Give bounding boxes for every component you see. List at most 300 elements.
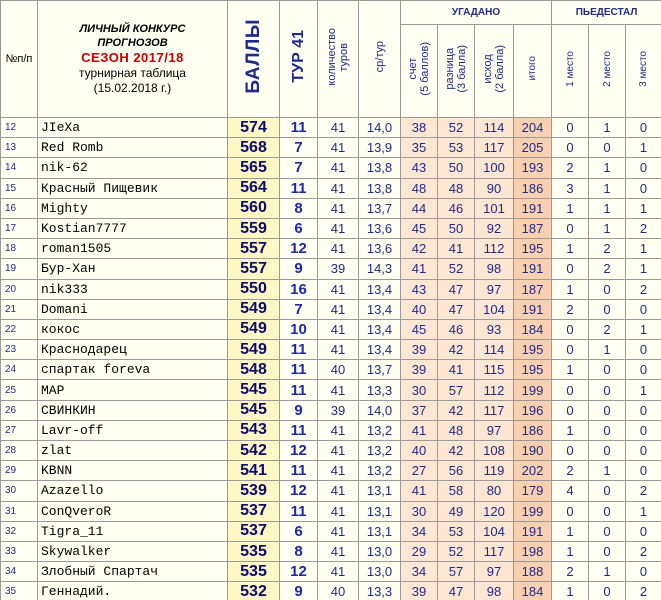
tours-count: 41 bbox=[318, 541, 359, 561]
guessed-outcome: 97 bbox=[475, 562, 514, 582]
tour-score: 9 bbox=[280, 582, 318, 600]
player-name: Злобный Спартач bbox=[38, 562, 228, 582]
place-1-count: 4 bbox=[552, 481, 589, 501]
score-value: 548 bbox=[228, 360, 280, 380]
guessed-outcome: 108 bbox=[475, 441, 514, 461]
guessed-outcome: 112 bbox=[475, 380, 514, 400]
guessed-outcome: 117 bbox=[475, 138, 514, 158]
row-number: 29 bbox=[1, 461, 38, 481]
place-3-count: 0 bbox=[626, 178, 661, 198]
table-row bbox=[1, 218, 661, 238]
guessed-diff: 50 bbox=[438, 158, 475, 178]
guessed-outcome: 114 bbox=[475, 340, 514, 360]
guessed-exact: 41 bbox=[401, 259, 438, 279]
player-name: кокос bbox=[38, 319, 228, 339]
tours-count: 41 bbox=[318, 239, 359, 259]
place-3-count: 2 bbox=[626, 582, 661, 600]
guessed-total: 186 bbox=[514, 178, 552, 198]
avg-per-tour: 13,6 bbox=[359, 218, 401, 238]
place-1-count: 1 bbox=[552, 582, 589, 600]
player-name: Mighty bbox=[38, 198, 228, 218]
place-1-count: 1 bbox=[552, 198, 589, 218]
player-name: nik-62 bbox=[38, 158, 228, 178]
row-number: 26 bbox=[1, 400, 38, 420]
avg-per-tour: 14,0 bbox=[359, 118, 401, 138]
guessed-outcome: 101 bbox=[475, 198, 514, 218]
tour-score: 11 bbox=[280, 360, 318, 380]
guessed-outcome: 112 bbox=[475, 239, 514, 259]
score-value: 557 bbox=[228, 259, 280, 279]
guessed-total: 187 bbox=[514, 218, 552, 238]
guessed-total: 205 bbox=[514, 138, 552, 158]
place-1-count: 0 bbox=[552, 259, 589, 279]
player-name: спартак foreva bbox=[38, 360, 228, 380]
guessed-diff: 42 bbox=[438, 441, 475, 461]
guessed-diff: 41 bbox=[438, 239, 475, 259]
score-value: 559 bbox=[228, 218, 280, 238]
place-2-count: 1 bbox=[589, 562, 626, 582]
guessed-exact: 38 bbox=[401, 118, 438, 138]
table-row bbox=[1, 461, 661, 481]
score-value: 568 bbox=[228, 138, 280, 158]
player-name: Skywalker bbox=[38, 541, 228, 561]
score-value: 545 bbox=[228, 400, 280, 420]
place-3-count: 2 bbox=[626, 279, 661, 299]
place-1-count: 0 bbox=[552, 380, 589, 400]
guessed-exact: 35 bbox=[401, 138, 438, 158]
place-2-count: 0 bbox=[589, 400, 626, 420]
avg-per-tour: 13,4 bbox=[359, 299, 401, 319]
guessed-diff: 42 bbox=[438, 400, 475, 420]
tours-count: 40 bbox=[318, 360, 359, 380]
place-2-count: 1 bbox=[589, 118, 626, 138]
score-value: 537 bbox=[228, 521, 280, 541]
avg-per-tour: 13,2 bbox=[359, 420, 401, 440]
place-1-count: 1 bbox=[552, 279, 589, 299]
guessed-total: 187 bbox=[514, 279, 552, 299]
row-number: 21 bbox=[1, 299, 38, 319]
row-number: 20 bbox=[1, 279, 38, 299]
avg-per-tour: 14,0 bbox=[359, 400, 401, 420]
guessed-total: 191 bbox=[514, 299, 552, 319]
tour-score: 11 bbox=[280, 118, 318, 138]
guessed-diff: 53 bbox=[438, 138, 475, 158]
guessed-total: 195 bbox=[514, 360, 552, 380]
row-number: 19 bbox=[1, 259, 38, 279]
avg-per-tour: 13,8 bbox=[359, 158, 401, 178]
podium-group-header: ПЬЕДЕСТАЛ bbox=[552, 1, 661, 25]
place-2-count: 1 bbox=[589, 340, 626, 360]
guessed-outcome: 119 bbox=[475, 461, 514, 481]
guessed-diff: 46 bbox=[438, 319, 475, 339]
tour-score: 8 bbox=[280, 541, 318, 561]
subtitle-line-2: (15.02.2018 г.) bbox=[93, 81, 172, 95]
table-row bbox=[1, 582, 661, 600]
table-row bbox=[1, 441, 661, 461]
table-row bbox=[1, 481, 661, 501]
subtitle-line-1: турнирная таблица bbox=[79, 66, 186, 80]
table-row bbox=[1, 541, 661, 561]
season-label: СЕЗОН 2017/18 bbox=[81, 50, 184, 65]
guessed-outcome: 120 bbox=[475, 501, 514, 521]
tour-score: 11 bbox=[280, 178, 318, 198]
guessed-exact: 40 bbox=[401, 299, 438, 319]
guessed-exact: 44 bbox=[401, 198, 438, 218]
row-number: 16 bbox=[1, 198, 38, 218]
place-1-count: 1 bbox=[552, 420, 589, 440]
place-2-count: 0 bbox=[589, 541, 626, 561]
guessed-exact: 45 bbox=[401, 218, 438, 238]
guessed-diff: 42 bbox=[438, 340, 475, 360]
guessed-total: 191 bbox=[514, 198, 552, 218]
guessed-total: 193 bbox=[514, 158, 552, 178]
guessed-exact: 41 bbox=[401, 420, 438, 440]
row-number: 32 bbox=[1, 521, 38, 541]
table-row bbox=[1, 158, 661, 178]
player-name: Lavr-off bbox=[38, 420, 228, 440]
place-3-count: 0 bbox=[626, 461, 661, 481]
avg-per-tour: 13,0 bbox=[359, 541, 401, 561]
place-3-count: 0 bbox=[626, 420, 661, 440]
guessed-exact: 34 bbox=[401, 562, 438, 582]
guessed-diff: 50 bbox=[438, 218, 475, 238]
avg-per-tour: 13,2 bbox=[359, 441, 401, 461]
tours-count: 41 bbox=[318, 198, 359, 218]
place-3-count: 1 bbox=[626, 239, 661, 259]
place-1-header: 1 место bbox=[552, 25, 589, 118]
tour-score: 12 bbox=[280, 441, 318, 461]
tour-score: 7 bbox=[280, 158, 318, 178]
place-2-count: 1 bbox=[589, 461, 626, 481]
place-3-count: 0 bbox=[626, 360, 661, 380]
row-number-header: №п/п bbox=[1, 1, 38, 118]
place-3-count: 1 bbox=[626, 380, 661, 400]
player-name: MAP bbox=[38, 380, 228, 400]
tour-score: 16 bbox=[280, 279, 318, 299]
score-value: 541 bbox=[228, 461, 280, 481]
place-2-count: 1 bbox=[589, 218, 626, 238]
place-1-count: 1 bbox=[552, 360, 589, 380]
tours-count: 41 bbox=[318, 521, 359, 541]
avg-per-tour: 13,3 bbox=[359, 380, 401, 400]
tour-header: ТУР 41 bbox=[280, 1, 318, 118]
place-3-count: 1 bbox=[626, 319, 661, 339]
guessed-total: 195 bbox=[514, 340, 552, 360]
place-2-count: 2 bbox=[589, 239, 626, 259]
place-2-count: 0 bbox=[589, 420, 626, 440]
guessed-total: 188 bbox=[514, 562, 552, 582]
table-row bbox=[1, 562, 661, 582]
guessed-total: 186 bbox=[514, 420, 552, 440]
guessed-total: 184 bbox=[514, 319, 552, 339]
score-value: 535 bbox=[228, 562, 280, 582]
avg-per-tour: 13,7 bbox=[359, 360, 401, 380]
guessed-exact: 29 bbox=[401, 541, 438, 561]
guessed-exact: 34 bbox=[401, 521, 438, 541]
tours-count: 41 bbox=[318, 340, 359, 360]
avg-per-tour: 13,1 bbox=[359, 521, 401, 541]
place-2-count: 2 bbox=[589, 319, 626, 339]
guessed-total: 196 bbox=[514, 400, 552, 420]
guessed-diff: 47 bbox=[438, 582, 475, 600]
table-row bbox=[1, 319, 661, 339]
row-number: 35 bbox=[1, 582, 38, 600]
place-2-count: 0 bbox=[589, 481, 626, 501]
place-2-count: 0 bbox=[589, 441, 626, 461]
guessed-exact: 43 bbox=[401, 158, 438, 178]
place-2-count: 0 bbox=[589, 380, 626, 400]
guessed-outcome: 90 bbox=[475, 178, 514, 198]
row-number: 24 bbox=[1, 360, 38, 380]
table-row bbox=[1, 420, 661, 440]
score-value: 565 bbox=[228, 158, 280, 178]
row-number: 18 bbox=[1, 239, 38, 259]
score-value: 532 bbox=[228, 582, 280, 600]
place-1-count: 0 bbox=[552, 118, 589, 138]
score-value: 535 bbox=[228, 541, 280, 561]
guessed-total: 190 bbox=[514, 441, 552, 461]
place-1-count: 0 bbox=[552, 218, 589, 238]
tours-count: 41 bbox=[318, 461, 359, 481]
place-1-count: 1 bbox=[552, 521, 589, 541]
guessed-diff: 58 bbox=[438, 481, 475, 501]
place-1-count: 0 bbox=[552, 400, 589, 420]
tours-count: 41 bbox=[318, 218, 359, 238]
place-3-count: 0 bbox=[626, 340, 661, 360]
guessed-diff: 52 bbox=[438, 541, 475, 561]
tour-score: 12 bbox=[280, 481, 318, 501]
place-2-header: 2 место bbox=[589, 25, 626, 118]
tours-count-header: количество туров bbox=[318, 1, 359, 118]
table-row bbox=[1, 138, 661, 158]
tours-count: 41 bbox=[318, 158, 359, 178]
place-3-count: 1 bbox=[626, 259, 661, 279]
guessed-outcome: 100 bbox=[475, 158, 514, 178]
tours-count: 41 bbox=[318, 319, 359, 339]
row-number: 22 bbox=[1, 319, 38, 339]
guessed-diff: 48 bbox=[438, 178, 475, 198]
guessed-outcome: 104 bbox=[475, 299, 514, 319]
player-name: Kostian7777 bbox=[38, 218, 228, 238]
place-3-count: 0 bbox=[626, 299, 661, 319]
guess-exact-header: счет (5 баллов) bbox=[401, 25, 438, 118]
guessed-diff: 56 bbox=[438, 461, 475, 481]
tour-score: 8 bbox=[280, 198, 318, 218]
table-title bbox=[38, 1, 228, 118]
guessed-exact: 41 bbox=[401, 481, 438, 501]
tours-count: 41 bbox=[318, 299, 359, 319]
player-name: JIeXa bbox=[38, 118, 228, 138]
player-name: Краснодарец bbox=[38, 340, 228, 360]
place-1-count: 0 bbox=[552, 138, 589, 158]
row-number: 14 bbox=[1, 158, 38, 178]
guessed-exact: 39 bbox=[401, 340, 438, 360]
place-3-count: 0 bbox=[626, 118, 661, 138]
guessed-outcome: 117 bbox=[475, 400, 514, 420]
tours-count: 41 bbox=[318, 279, 359, 299]
tours-count: 41 bbox=[318, 562, 359, 582]
guessed-diff: 49 bbox=[438, 501, 475, 521]
avg-per-tour: 13,3 bbox=[359, 582, 401, 600]
table-row bbox=[1, 400, 661, 420]
place-2-count: 0 bbox=[589, 501, 626, 521]
score-value: 560 bbox=[228, 198, 280, 218]
place-1-count: 1 bbox=[552, 239, 589, 259]
place-1-count: 0 bbox=[552, 340, 589, 360]
guessed-exact: 45 bbox=[401, 319, 438, 339]
score-value: 545 bbox=[228, 380, 280, 400]
score-value: 542 bbox=[228, 441, 280, 461]
guessed-total: 184 bbox=[514, 582, 552, 600]
player-name: Бур-Хан bbox=[38, 259, 228, 279]
player-name: Геннадий. bbox=[38, 582, 228, 600]
tours-count: 41 bbox=[318, 118, 359, 138]
tours-count: 40 bbox=[318, 582, 359, 600]
table-row bbox=[1, 279, 661, 299]
guessed-total: 198 bbox=[514, 541, 552, 561]
place-2-count: 0 bbox=[589, 138, 626, 158]
player-name: Красный Пищевик bbox=[38, 178, 228, 198]
tour-score: 7 bbox=[280, 299, 318, 319]
tour-score: 6 bbox=[280, 521, 318, 541]
table-row bbox=[1, 299, 661, 319]
table-row bbox=[1, 178, 661, 198]
guess-outcome-header: исход (2 балла) bbox=[475, 25, 514, 118]
tour-score: 11 bbox=[280, 501, 318, 521]
place-2-count: 1 bbox=[589, 198, 626, 218]
tour-score: 10 bbox=[280, 319, 318, 339]
guessed-exact: 30 bbox=[401, 501, 438, 521]
tour-score: 11 bbox=[280, 340, 318, 360]
avg-per-tour: 13,8 bbox=[359, 178, 401, 198]
guessed-outcome: 93 bbox=[475, 319, 514, 339]
guessed-outcome: 104 bbox=[475, 521, 514, 541]
place-3-count: 0 bbox=[626, 158, 661, 178]
guess-diff-header: разница (3 балла) bbox=[438, 25, 475, 118]
guessed-total: 199 bbox=[514, 380, 552, 400]
guessed-diff: 52 bbox=[438, 259, 475, 279]
player-name: Tigra_11 bbox=[38, 521, 228, 541]
score-value: 557 bbox=[228, 239, 280, 259]
place-1-count: 2 bbox=[552, 562, 589, 582]
score-value: 539 bbox=[228, 481, 280, 501]
avg-per-tour: 13,6 bbox=[359, 239, 401, 259]
guessed-diff: 52 bbox=[438, 118, 475, 138]
place-3-count: 2 bbox=[626, 541, 661, 561]
table-row bbox=[1, 259, 661, 279]
table-row bbox=[1, 340, 661, 360]
guessed-diff: 47 bbox=[438, 299, 475, 319]
place-1-count: 0 bbox=[552, 501, 589, 521]
place-3-count: 1 bbox=[626, 138, 661, 158]
row-number: 34 bbox=[1, 562, 38, 582]
guessed-exact: 43 bbox=[401, 279, 438, 299]
place-2-count: 1 bbox=[589, 178, 626, 198]
row-number: 28 bbox=[1, 441, 38, 461]
guessed-exact: 27 bbox=[401, 461, 438, 481]
table-row bbox=[1, 360, 661, 380]
score-value: 550 bbox=[228, 279, 280, 299]
row-number: 33 bbox=[1, 541, 38, 561]
guessed-total: 204 bbox=[514, 118, 552, 138]
place-3-count: 0 bbox=[626, 400, 661, 420]
tour-score: 7 bbox=[280, 138, 318, 158]
place-3-count: 1 bbox=[626, 198, 661, 218]
avg-per-tour: 13,1 bbox=[359, 501, 401, 521]
guessed-exact: 40 bbox=[401, 441, 438, 461]
table-row bbox=[1, 380, 661, 400]
row-number: 12 bbox=[1, 118, 38, 138]
place-3-count: 1 bbox=[626, 501, 661, 521]
table-row bbox=[1, 118, 661, 138]
guessed-exact: 39 bbox=[401, 582, 438, 600]
avg-per-tour: 13,0 bbox=[359, 562, 401, 582]
tours-count: 41 bbox=[318, 380, 359, 400]
place-3-count: 0 bbox=[626, 562, 661, 582]
guessed-diff: 47 bbox=[438, 279, 475, 299]
title-line-1: ЛИЧНЫЙ КОНКУРС bbox=[79, 23, 186, 35]
tours-count: 39 bbox=[318, 400, 359, 420]
player-name: Red Romb bbox=[38, 138, 228, 158]
guessed-total: 195 bbox=[514, 239, 552, 259]
guessed-outcome: 117 bbox=[475, 541, 514, 561]
place-3-count: 0 bbox=[626, 441, 661, 461]
guessed-outcome: 98 bbox=[475, 582, 514, 600]
row-number: 13 bbox=[1, 138, 38, 158]
score-value: 549 bbox=[228, 340, 280, 360]
place-1-count: 2 bbox=[552, 461, 589, 481]
place-2-count: 1 bbox=[589, 158, 626, 178]
score-value: 537 bbox=[228, 501, 280, 521]
place-1-count: 0 bbox=[552, 319, 589, 339]
guessed-total: 199 bbox=[514, 501, 552, 521]
table-row bbox=[1, 501, 661, 521]
guessed-diff: 46 bbox=[438, 198, 475, 218]
table-row bbox=[1, 198, 661, 218]
place-2-count: 0 bbox=[589, 279, 626, 299]
row-number: 23 bbox=[1, 340, 38, 360]
guessed-diff: 41 bbox=[438, 360, 475, 380]
avg-per-tour: 13,4 bbox=[359, 279, 401, 299]
guessed-outcome: 115 bbox=[475, 360, 514, 380]
place-2-count: 0 bbox=[589, 521, 626, 541]
total-header: итого bbox=[514, 25, 552, 118]
avg-per-tour: 13,2 bbox=[359, 461, 401, 481]
table-row bbox=[1, 521, 661, 541]
row-number: 25 bbox=[1, 380, 38, 400]
place-3-count: 2 bbox=[626, 481, 661, 501]
guessed-total: 179 bbox=[514, 481, 552, 501]
tours-count: 41 bbox=[318, 481, 359, 501]
place-3-count: 2 bbox=[626, 218, 661, 238]
tour-score: 12 bbox=[280, 239, 318, 259]
player-name: Domani bbox=[38, 299, 228, 319]
guessed-diff: 53 bbox=[438, 521, 475, 541]
guessed-outcome: 92 bbox=[475, 218, 514, 238]
guessed-outcome: 98 bbox=[475, 259, 514, 279]
place-3-count: 0 bbox=[626, 521, 661, 541]
place-3-header: 3 место bbox=[626, 25, 661, 118]
guessed-outcome: 97 bbox=[475, 420, 514, 440]
tours-count: 41 bbox=[318, 501, 359, 521]
avg-per-tour: 13,9 bbox=[359, 138, 401, 158]
row-number: 27 bbox=[1, 420, 38, 440]
guessed-exact: 39 bbox=[401, 360, 438, 380]
player-name: KBNN bbox=[38, 461, 228, 481]
score-header: БАЛЛЫ bbox=[228, 1, 280, 118]
tour-score: 12 bbox=[280, 562, 318, 582]
place-1-count: 2 bbox=[552, 158, 589, 178]
